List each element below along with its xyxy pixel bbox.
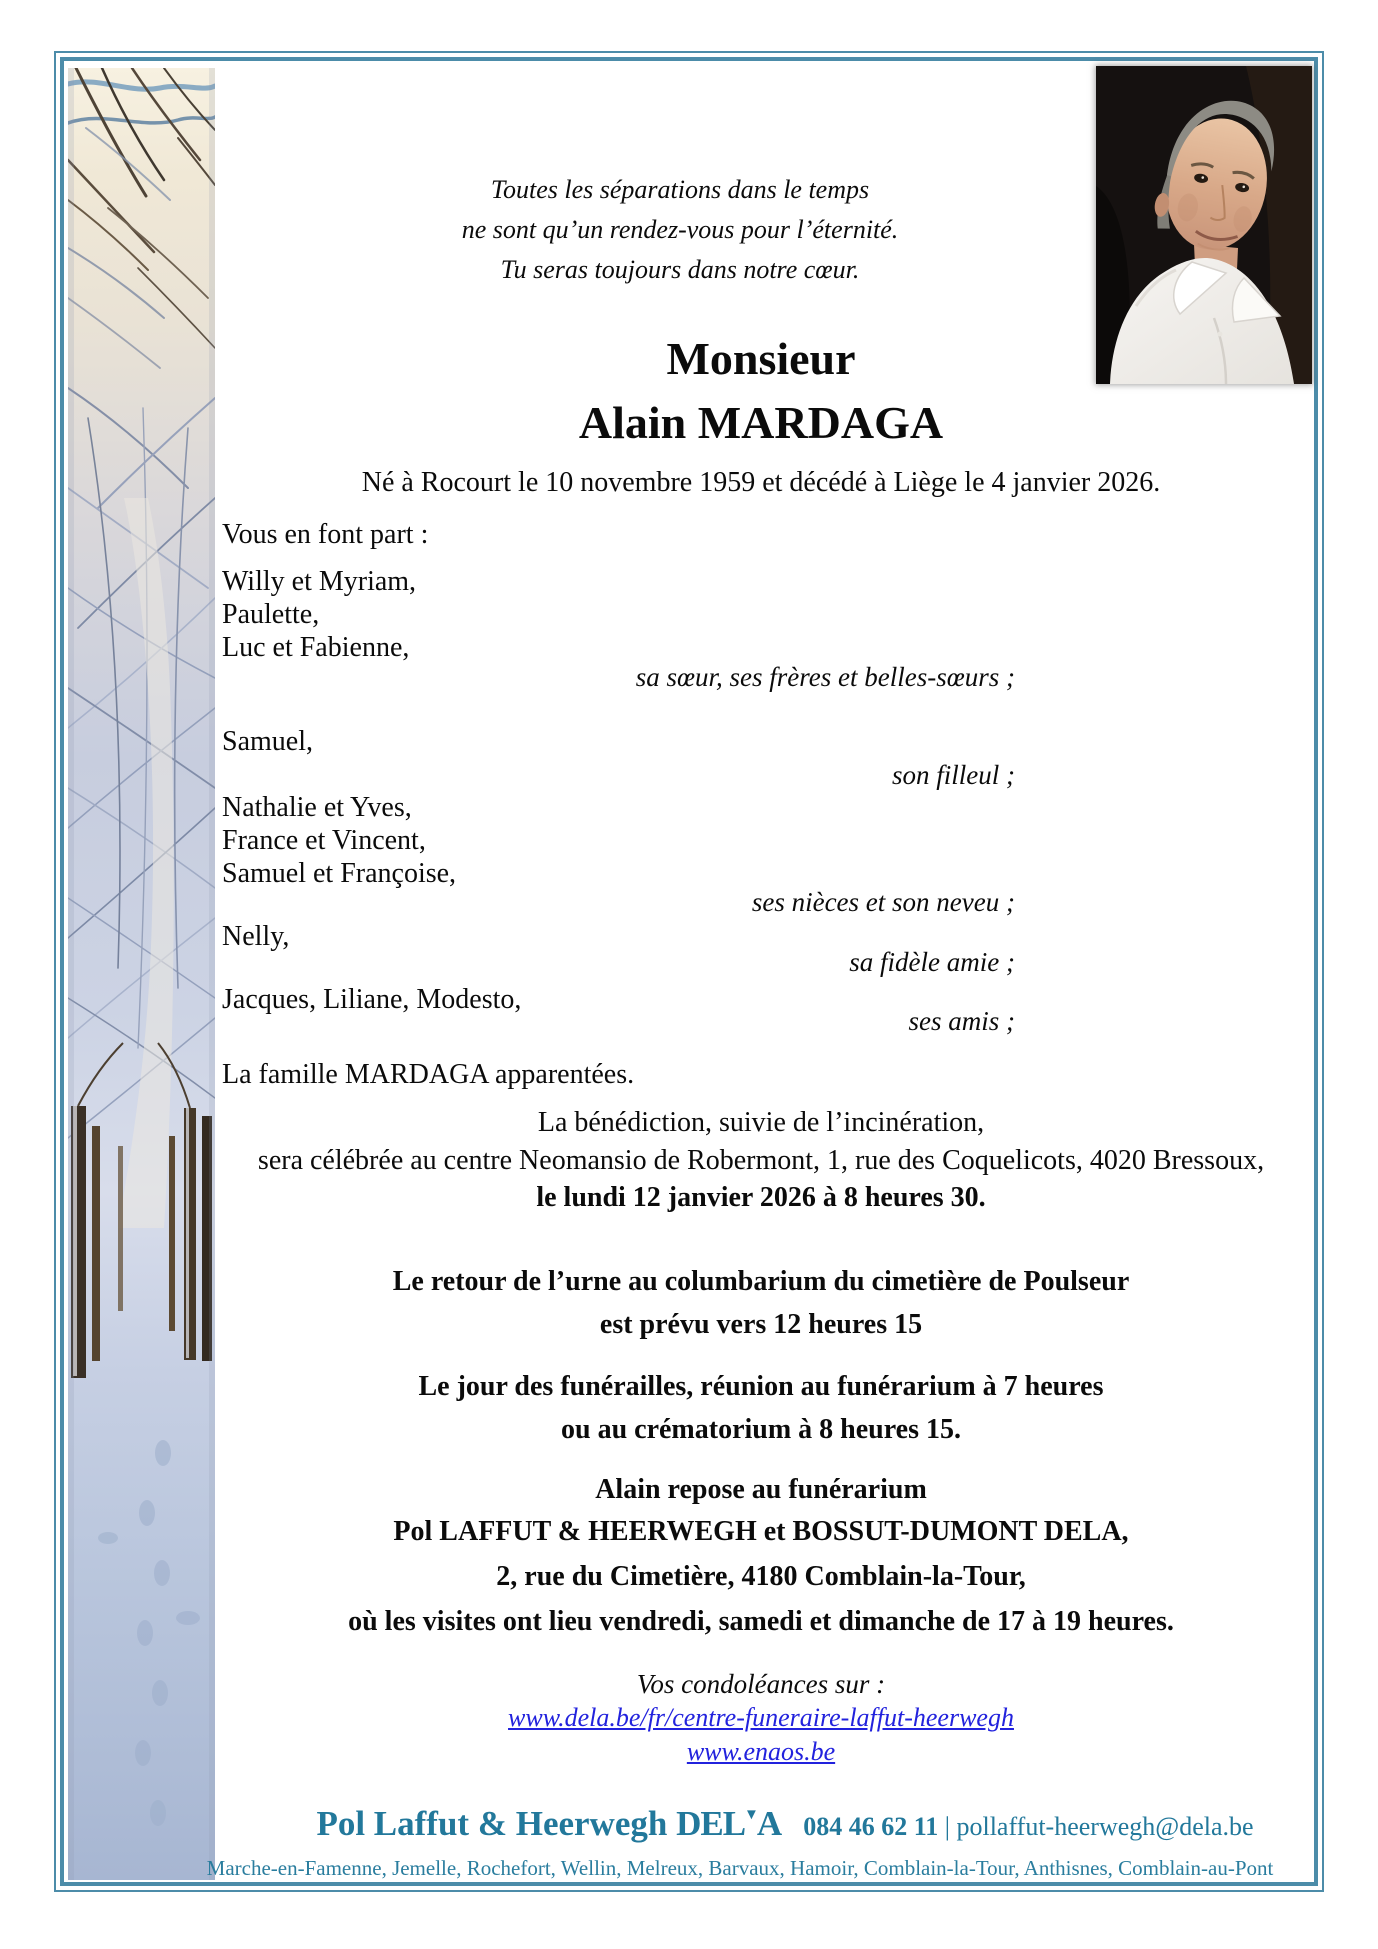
funeral-day-line-2: ou au crématorium à 8 heures 15. — [561, 1414, 961, 1445]
email-address[interactable]: pollaffut-heerwegh@dela.be — [956, 1812, 1254, 1841]
epitaph-line-2: ne sont qu’un rendez-vous pour l’éternité. — [461, 215, 899, 244]
family-group-4: Nelly, — [222, 921, 290, 952]
footer-brand-row — [240, 1804, 1330, 1844]
winter-path-photo — [68, 68, 215, 1880]
condolences-link-enaos[interactable]: www.enaos.be — [686, 1737, 836, 1766]
repose-line-1: Alain repose au funérarium — [595, 1474, 927, 1505]
ceremony-line-1: La bénédiction, suivie de l’incinération, — [537, 1107, 985, 1138]
funeral-home-logo — [316, 1804, 781, 1844]
branch-towns-list: Marche-en-Famenne, Jemelle, Rochefort, Wellin, Melreux, Barvaux, Hamoir, Comblain-la-Tour, Anthisnes, Comblain-au-Pont — [206, 1856, 1274, 1880]
visit-hours: où les visites ont lieu vendredi, samedi et dimanche de 17 à 19 heures. — [348, 1606, 1174, 1637]
funerarium-address: 2, rue du Cimetière, 4180 Comblain-la-Tour, — [496, 1561, 1026, 1592]
footer-contact — [803, 1812, 1253, 1842]
funeral-day-line-1: Le jour des funérailles, réunion au funérarium à 7 heures — [418, 1371, 1104, 1402]
family-group-2: Samuel, — [222, 726, 313, 757]
condolences-link-2-row — [215, 1735, 1307, 1768]
family-name: Willy et Myriam, — [222, 566, 417, 597]
family-name: Luc et Fabienne, — [222, 632, 410, 663]
family-group-5: Jacques, Liliane, Modesto, — [222, 984, 522, 1015]
dela-triangle-icon: ▼ — [744, 1807, 758, 1823]
phone-number: 084 46 62 11 — [803, 1812, 939, 1841]
urn-return-line-2: est prévu vers 12 heures 15 — [599, 1309, 923, 1340]
relation-5: ses amis ; — [908, 1006, 1015, 1036]
deceased-honorific: Monsieur — [666, 333, 856, 384]
urn-return-line-1: Le retour de l’urne au columbarium du cimetière de Poulseur — [392, 1266, 1130, 1297]
family-name: Paulette, — [222, 599, 320, 630]
dela-logo: DEL▼A — [676, 1804, 782, 1843]
brand-name: Pol Laffut & Heerwegh — [316, 1804, 668, 1843]
life-dates: Né à Rocourt le 10 novembre 1959 et décédé à Liège le 4 janvier 2026. — [361, 467, 1161, 498]
relation-4: sa fidèle amie ; — [849, 947, 1015, 977]
deceased-title-block — [215, 327, 1307, 455]
epitaph-line-1: Toutes les séparations dans le temps — [490, 175, 870, 204]
family-line: La famille MARDAGA apparentées. — [222, 1059, 635, 1090]
condolences-link-1-row — [215, 1701, 1307, 1734]
family-name: Samuel et Françoise, — [222, 858, 457, 889]
contact-separator: | — [944, 1812, 950, 1841]
epitaph-line-3: Tu seras toujours dans notre cœur. — [500, 255, 860, 284]
family-name: France et Vincent, — [222, 825, 426, 856]
announcement-intro: Vous en font part : — [222, 519, 429, 550]
ceremony-line-2: sera célébrée au centre Neomansio de Robermont, 1, rue des Coquelicots, 4020 Bressoux, — [257, 1145, 1265, 1176]
condolences-intro: Vos condoléances sur : — [636, 1669, 886, 1699]
family-name: Nathalie et Yves, — [222, 792, 412, 823]
relation-3: ses nièces et son neveu ; — [751, 887, 1015, 917]
condolences-link-dela[interactable]: www.dela.be/fr/centre-funeraire-laffut-heerwegh — [508, 1703, 1014, 1732]
epitaph — [215, 170, 1145, 290]
ceremony-date: le lundi 12 janvier 2026 à 8 heures 30. — [536, 1182, 986, 1213]
funerarium-name: Pol LAFFUT & HEERWEGH et BOSSUT-DUMONT DELA, — [393, 1516, 1129, 1547]
relation-1: sa sœur, ses frères et belles-sœurs ; — [635, 662, 1015, 692]
family-group-3 — [222, 791, 456, 890]
deceased-name: Alain MARDAGA — [578, 397, 944, 448]
winter-forest-illustration — [68, 68, 215, 1880]
family-group-1 — [222, 565, 416, 664]
relation-2: son filleul ; — [892, 760, 1015, 790]
